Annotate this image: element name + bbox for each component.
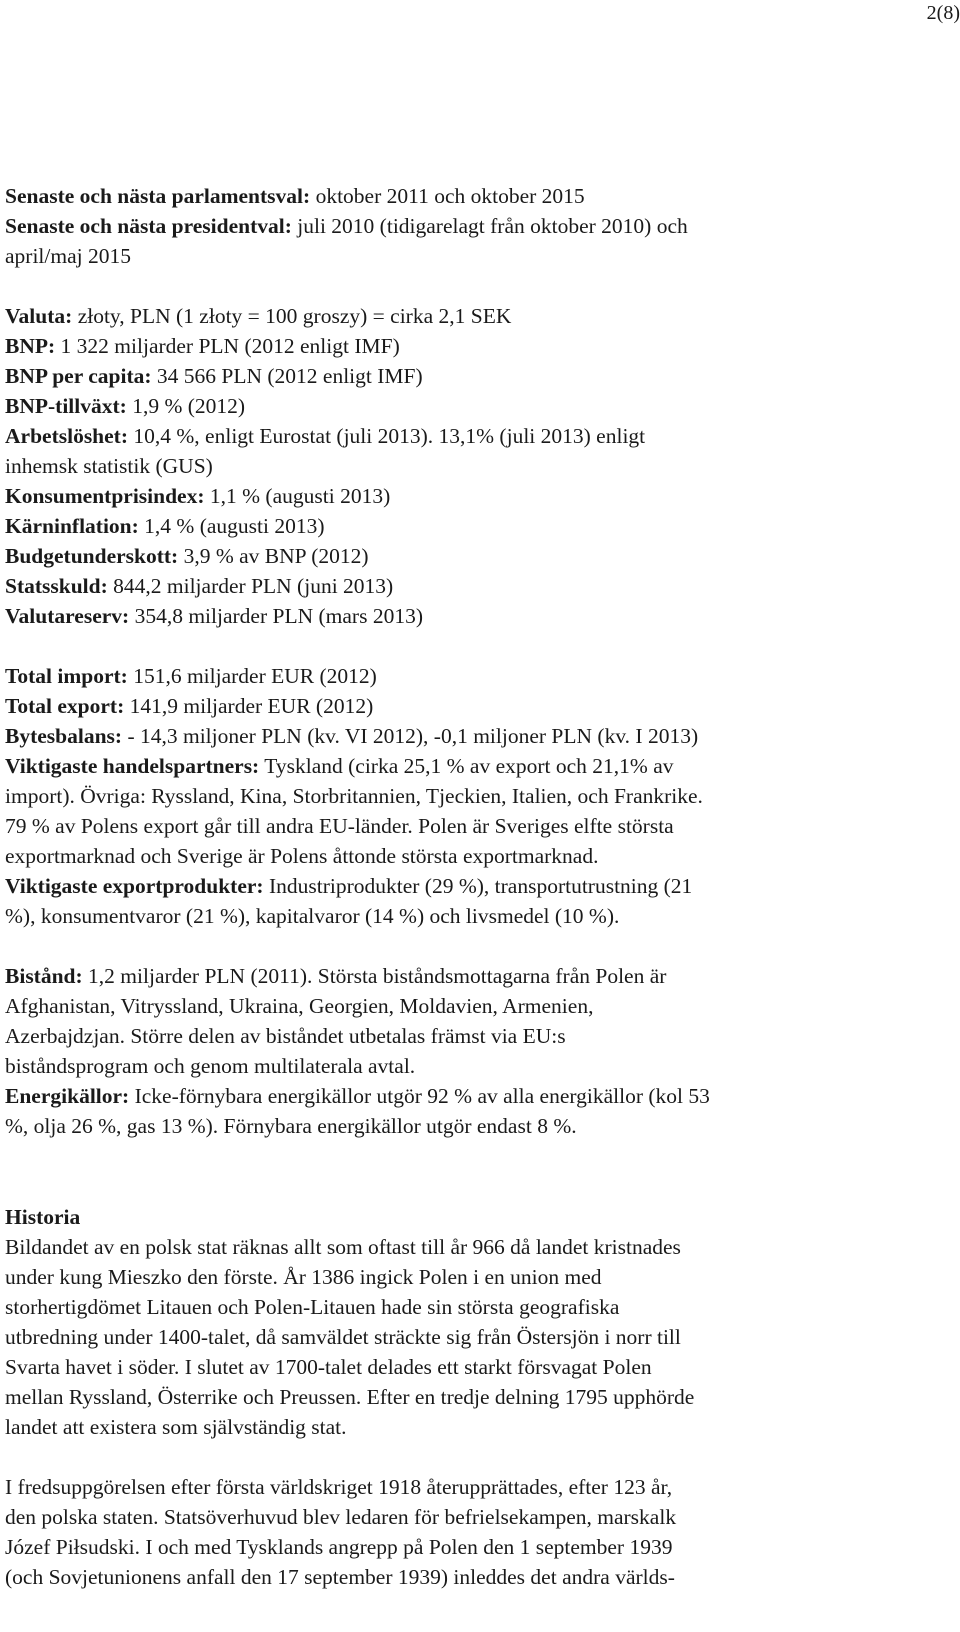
- document-body: [5, 181, 855, 1592]
- fact-row-gdp: [5, 331, 855, 361]
- fact-row-currency: [5, 301, 855, 331]
- text-line: import). Övriga: Ryssland, Kina, Storbritannien, Tjeckien, Italien, och Frankrike.: [5, 784, 703, 808]
- fact-row-parliament-election: [5, 181, 855, 211]
- fact-value: 844,2 miljarder PLN (juni 2013): [107, 574, 394, 598]
- text-line: Józef Piłsudski. I och med Tysklands angrepp på Polen den 1 september 1939: [5, 1535, 673, 1559]
- fact-row-currency-reserve: [5, 601, 855, 631]
- text-line: landet att existera som självständig stat.: [5, 1415, 347, 1439]
- fact-value: 10,4 %, enligt Eurostat (juli 2013). 13,1% (juli 2013) enligt: [128, 424, 646, 448]
- fact-value: Tyskland (cirka 25,1 % av export och 21,1% av: [259, 754, 674, 778]
- fact-value: 141,9 miljarder EUR (2012): [124, 694, 374, 718]
- fact-value: 3,9 % av BNP (2012): [178, 544, 369, 568]
- fact-label: Valuta:: [5, 304, 73, 328]
- fact-value: 354,8 miljarder PLN (mars 2013): [129, 604, 423, 628]
- text-line: I fredsuppgörelsen efter första världskriget 1918 återupprättades, efter 123 år,: [5, 1475, 673, 1499]
- fact-label: Viktigaste handelspartners:: [5, 754, 260, 778]
- fact-label: Budgetunderskott:: [5, 544, 179, 568]
- text-line: Azerbajdzjan. Större delen av biståndet utbetalas främst via EU:s: [5, 1024, 566, 1048]
- fact-value: 1,1 % (augusti 2013): [204, 484, 391, 508]
- fact-row-presidential-election: [5, 211, 855, 241]
- fact-value: 1,4 % (augusti 2013): [138, 514, 325, 538]
- fact-label: Kärninflation:: [5, 514, 139, 538]
- fact-value: - 14,3 miljoner PLN (kv. VI 2012), -0,1 miljoner PLN (kv. I 2013): [122, 724, 699, 748]
- fact-label: Energikällor:: [5, 1084, 130, 1108]
- text-line: (och Sovjetunionens anfall den 17 september 1939) inleddes det andra världs-: [5, 1565, 675, 1589]
- fact-row-total-export: [5, 691, 855, 721]
- text-line: %), konsumentvaror (21 %), kapitalvaror (14 %) och livsmedel (10 %).: [5, 904, 620, 928]
- fact-row-unemployment: [5, 421, 855, 451]
- fact-value: juli 2010 (tidigarelagt från oktober 2010) och: [291, 214, 688, 238]
- section-heading-history: Historia: [5, 1205, 81, 1229]
- text-line: biståndsprogram och genom multilaterala avtal.: [5, 1054, 416, 1078]
- fact-label: Total export:: [5, 694, 125, 718]
- fact-row-continuation: inhemsk statistik (GUS): [5, 454, 213, 478]
- fact-row-total-import: [5, 661, 855, 691]
- fact-row-continuation: april/maj 2015: [5, 244, 131, 268]
- fact-label: BNP:: [5, 334, 56, 358]
- fact-row-gdp-per-capita: [5, 361, 855, 391]
- fact-row-state-debt: [5, 571, 855, 601]
- fact-value: Icke-förnybara energikällor utgör 92 % av alla energikällor (kol 53: [129, 1084, 710, 1108]
- text-line: exportmarknad och Sverige är Polens åttonde största exportmarknad.: [5, 844, 599, 868]
- fact-label: Senaste och nästa presidentval:: [5, 214, 292, 238]
- fact-label: Statsskuld:: [5, 574, 108, 598]
- text-line: 79 % av Polens export går till andra EU-länder. Polen är Sveriges elfte största: [5, 814, 674, 838]
- fact-row-trade-partners: [5, 751, 855, 781]
- fact-value: 1,2 miljarder PLN (2011). Största biståndsmottagarna från Polen är: [82, 964, 667, 988]
- fact-row-gdp-growth: [5, 391, 855, 421]
- fact-row-cpi: [5, 481, 855, 511]
- fact-label: Konsumentprisindex:: [5, 484, 205, 508]
- fact-label: Arbetslöshet:: [5, 424, 129, 448]
- fact-label: Bistånd:: [5, 964, 83, 988]
- fact-row-aid: [5, 961, 855, 991]
- fact-row-core-inflation: [5, 511, 855, 541]
- text-line: mellan Ryssland, Österrike och Preussen. Efter en tredje delning 1795 upphörde: [5, 1385, 695, 1409]
- fact-label: Senaste och nästa parlamentsval:: [5, 184, 311, 208]
- fact-label: Total import:: [5, 664, 128, 688]
- text-line: Bildandet av en polsk stat räknas allt som oftast till år 966 då landet kristnades: [5, 1235, 681, 1259]
- fact-label: Viktigaste exportprodukter:: [5, 874, 264, 898]
- fact-label: Bytesbalans:: [5, 724, 123, 748]
- text-line: Svarta havet i söder. I slutet av 1700-talet delades ett starkt försvagat Polen: [5, 1355, 652, 1379]
- fact-value: 34 566 PLN (2012 enligt IMF): [151, 364, 423, 388]
- fact-row-export-products: [5, 871, 855, 901]
- fact-row-budget-deficit: [5, 541, 855, 571]
- fact-value: 1,9 % (2012): [126, 394, 246, 418]
- fact-value: złoty, PLN (1 złoty = 100 groszy) = cirka 2,1 SEK: [72, 304, 512, 328]
- page-number: 2(8): [926, 2, 960, 24]
- fact-row-current-account: [5, 721, 855, 751]
- fact-value: oktober 2011 och oktober 2015: [310, 184, 585, 208]
- fact-row-energy: [5, 1081, 855, 1111]
- text-line: under kung Mieszko den förste. År 1386 ingick Polen i en union med: [5, 1265, 602, 1289]
- fact-value: 151,6 miljarder EUR (2012): [127, 664, 377, 688]
- text-line: storhertigdömet Litauen och Polen-Litauen hade sin största geografiska: [5, 1295, 620, 1319]
- fact-value: Industriprodukter (29 %), transportutrustning (21: [263, 874, 693, 898]
- fact-label: BNP-tillväxt:: [5, 394, 127, 418]
- fact-value: 1 322 miljarder PLN (2012 enligt IMF): [55, 334, 400, 358]
- fact-label: BNP per capita:: [5, 364, 152, 388]
- text-line: %, olja 26 %, gas 13 %). Förnybara energikällor utgör endast 8 %.: [5, 1114, 577, 1138]
- fact-label: Valutareserv:: [5, 604, 130, 628]
- text-line: utbredning under 1400-talet, då samväldet sträckte sig från Östersjön i norr till: [5, 1325, 681, 1349]
- text-line: den polska staten. Statsöverhuvud blev ledaren för befrielsekampen, marskalk: [5, 1505, 677, 1529]
- text-line: Afghanistan, Vitryssland, Ukraina, Georgien, Moldavien, Armenien,: [5, 994, 594, 1018]
